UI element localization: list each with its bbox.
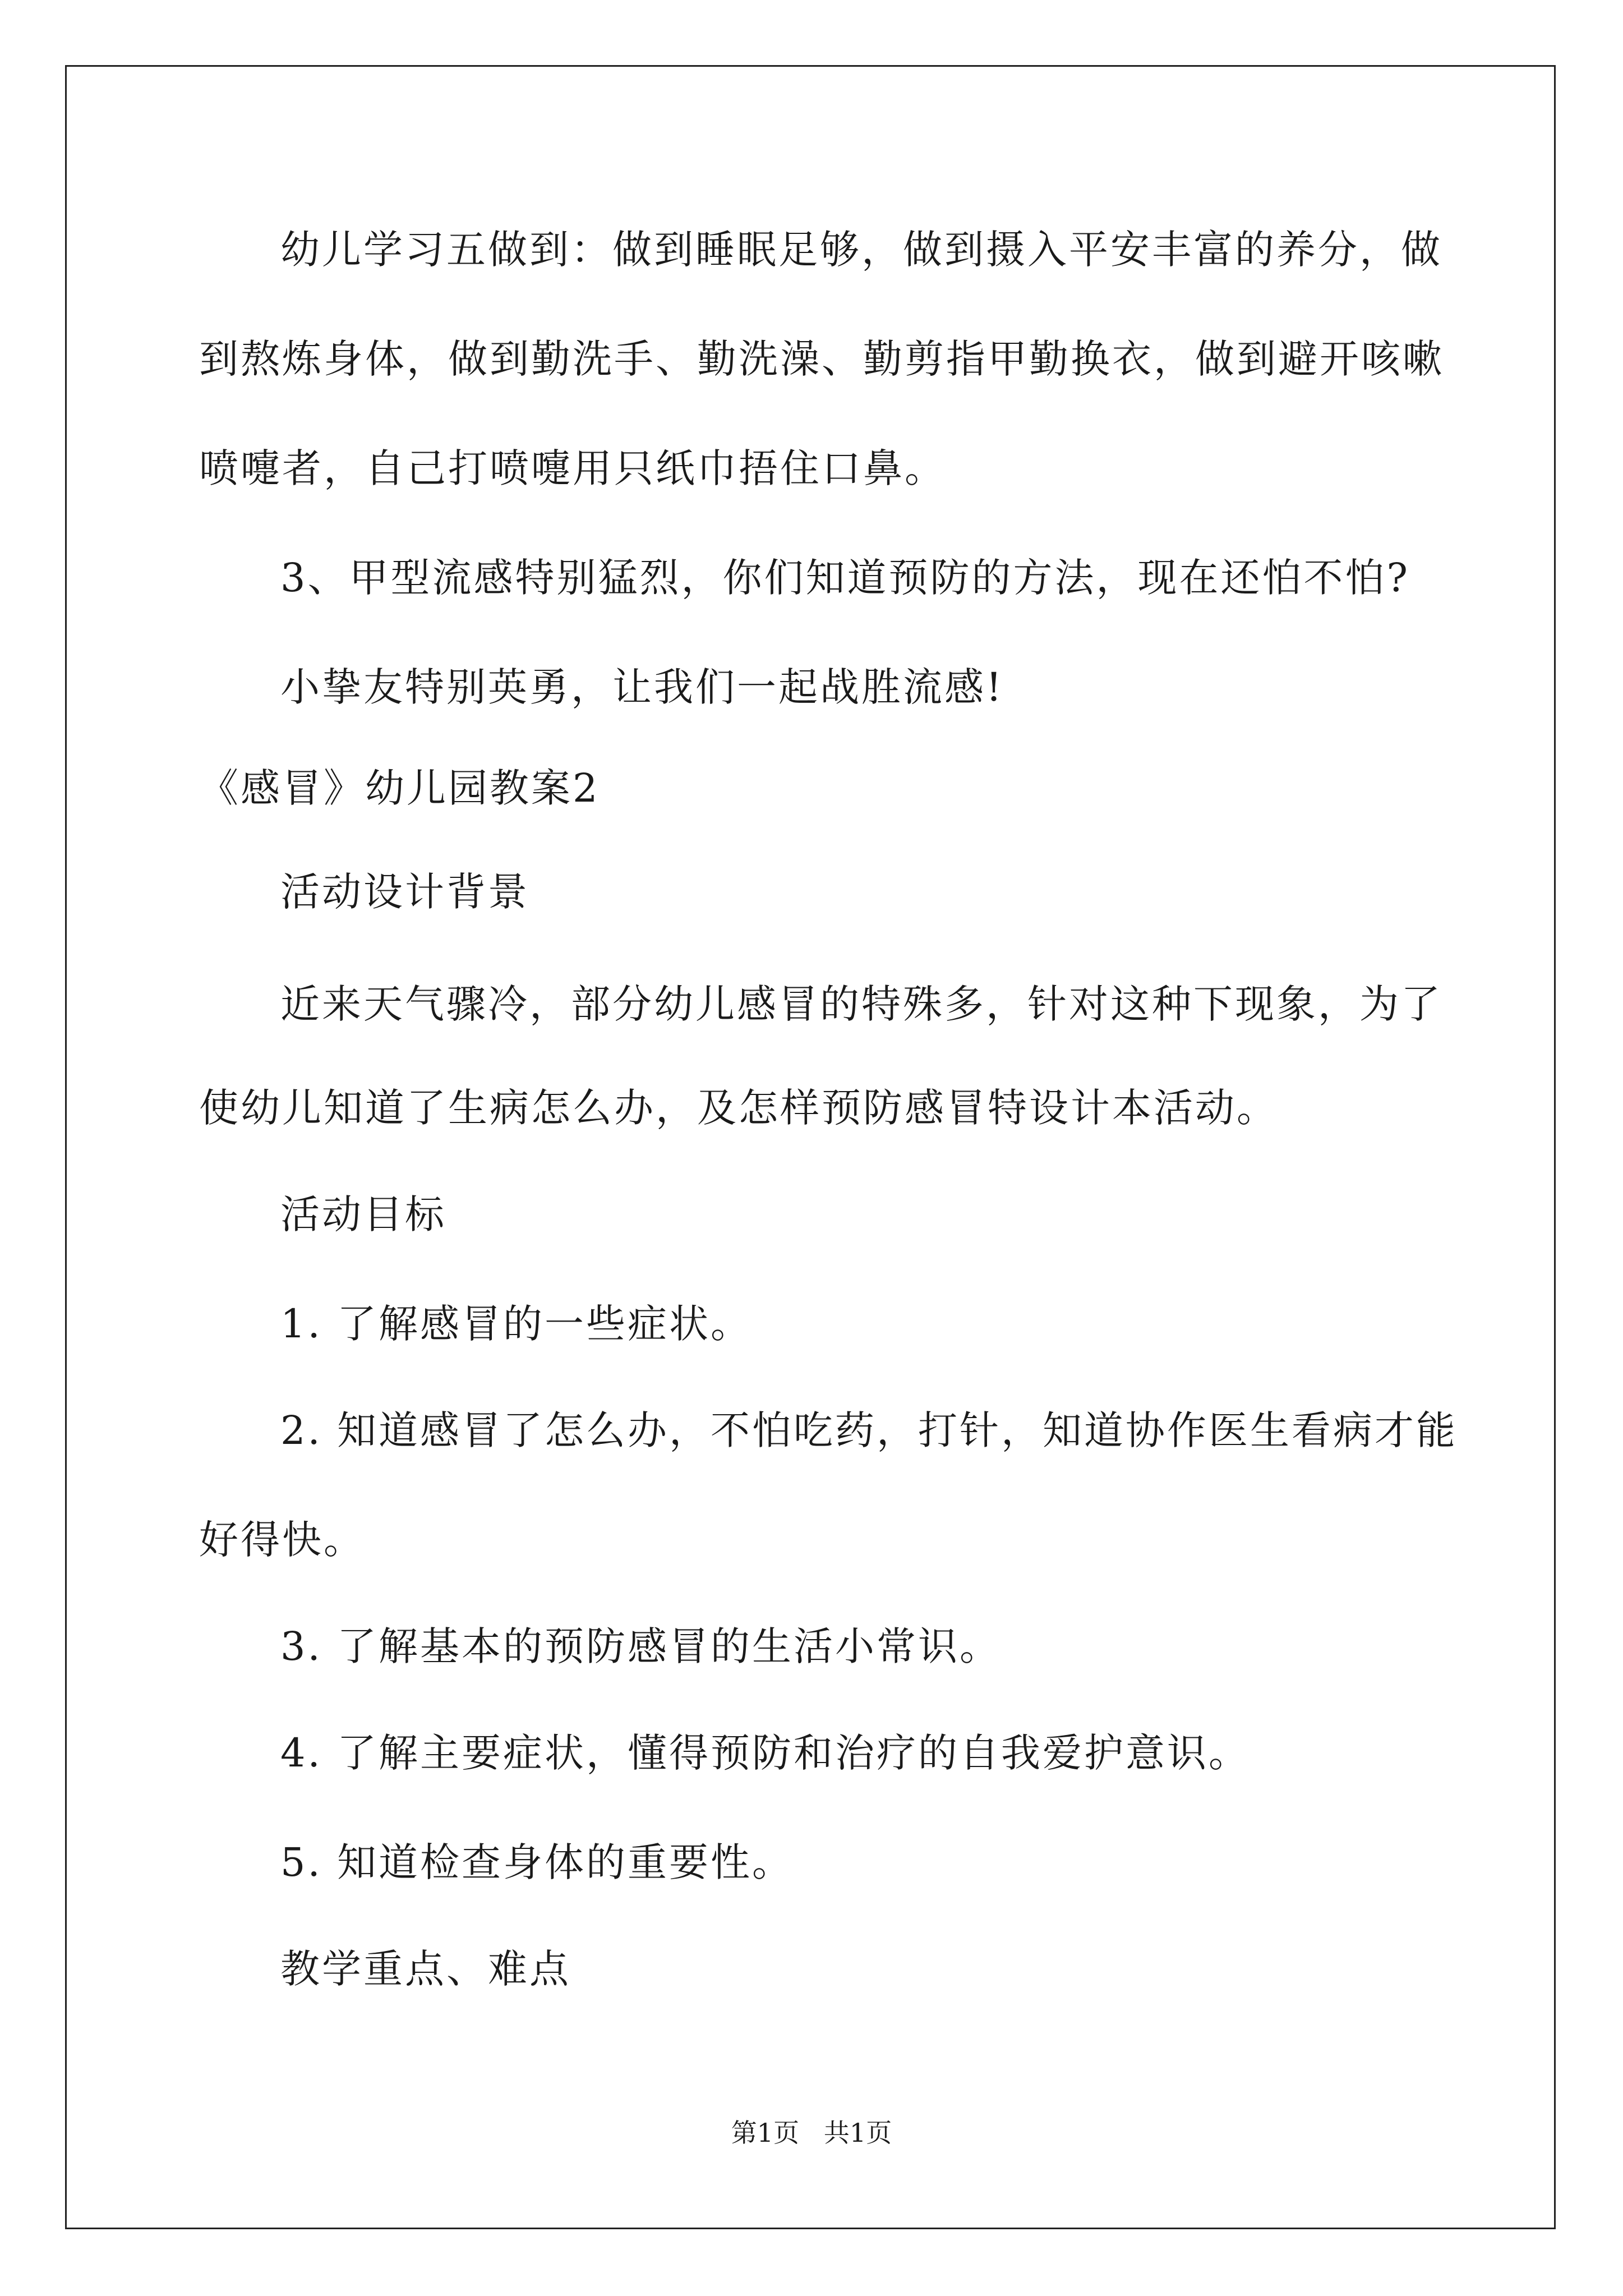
paragraph-line: 到熬炼身体，做到勤洗手、勤洗澡、勤剪指甲勤换衣，做到避开咳嗽 xyxy=(199,336,1444,382)
paragraph-line: 3、甲型流感特别猛烈，你们知道预防的方法，现在还怕不怕? xyxy=(280,555,1410,601)
page-border xyxy=(65,65,1556,2229)
subheading: 活动目标 xyxy=(280,1191,446,1237)
list-item: 2. 知道感冒了怎么办，不怕吃药，打针，知道协作医生看病才能 xyxy=(280,1407,1458,1453)
paragraph-line: 幼儿学习五做到：做到睡眠足够，做到摄入平安丰富的养分，做 xyxy=(280,227,1442,273)
section-heading: 《感冒》幼儿园教案2 xyxy=(199,765,600,811)
list-item: 3. 了解基本的预防感冒的生活小常识。 xyxy=(280,1623,1002,1669)
subheading: 教学重点、难点 xyxy=(280,1946,571,1992)
paragraph-line: 小挚友特别英勇，让我们一起战胜流感! xyxy=(280,664,1004,710)
list-item: 1. 了解感冒的一些症状。 xyxy=(280,1301,753,1347)
subheading: 活动设计背景 xyxy=(280,869,529,915)
paragraph-line: 喷嚏者，自己打喷嚏用只纸巾捂住口鼻。 xyxy=(199,445,946,491)
list-item: 5. 知道检查身体的重要性。 xyxy=(280,1839,794,1885)
list-item-continuation: 好得快。 xyxy=(199,1517,365,1563)
list-item: 4. 了解主要症状，懂得预防和治疗的自我爱护意识。 xyxy=(280,1730,1251,1776)
paragraph-line: 使幼儿知道了生病怎么办，及怎样预防感冒特设计本活动。 xyxy=(199,1085,1278,1131)
paragraph-line: 近来天气骤冷，部分幼儿感冒的特殊多，针对这种下现象，为了 xyxy=(280,981,1442,1027)
page-footer: 第1页 共1页 xyxy=(731,2118,892,2148)
